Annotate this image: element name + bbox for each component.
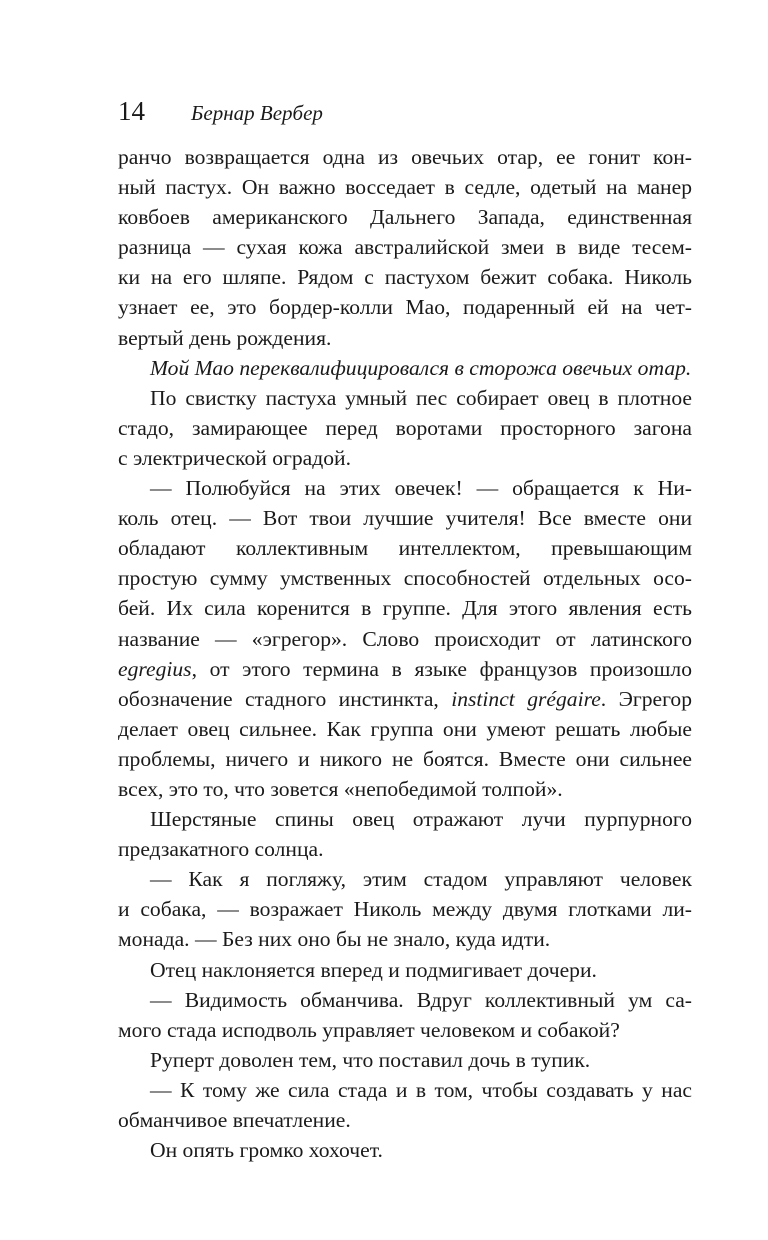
- text-line: [118, 654, 692, 684]
- text-line: ковбоев американского Дальнего Запада, единственная: [118, 205, 692, 230]
- text-line: предзакатного солнца.: [118, 837, 324, 862]
- latin-term: egregius: [118, 656, 192, 681]
- text-fragment: , от этого термина в языке французов произошло: [191, 656, 692, 681]
- text-line: — Как я погляжу, этим стадом управляют человек: [150, 867, 692, 892]
- text-line: вертый день рождения.: [118, 325, 332, 350]
- italic-thought-line: Мой Мао переквалифицировался в сторожа овечьих отар.: [150, 355, 692, 380]
- running-head-author: Бернар Вербер: [191, 101, 323, 125]
- text-line: стадо, замирающее перед воротами просторного загона: [118, 415, 692, 440]
- text-line: — Полюбуйся на этих овечек! — обращается к Ни-: [150, 476, 692, 501]
- text-line: Шерстяные спины овец отражают лучи пурпурного: [150, 807, 692, 832]
- body-text: [118, 142, 692, 1165]
- text-line: проблемы, ничего и никого не боятся. Вместе они сильнее: [118, 746, 692, 771]
- french-term: instinct grégaire: [451, 686, 601, 711]
- text-line: Отец наклоняется вперед и подмигивает дочери.: [150, 957, 597, 982]
- text-line: По свистку пастуха умный пес собирает овец в плотное: [150, 385, 692, 410]
- text-line: всех, это то, что зовется «непобедимой толпой».: [118, 776, 563, 801]
- page-number: 14: [118, 96, 145, 126]
- text-line: обладают коллективным интеллектом, превышающим: [118, 536, 692, 561]
- text-line: простую сумму умственных способностей отдельных осо-: [118, 566, 692, 591]
- text-line: ный пастух. Он важно восседает в седле, одетый на манер: [118, 175, 692, 200]
- text-line: коль отец. — Вот твои лучшие учителя! Все вместе они: [118, 506, 692, 531]
- page-header: [118, 93, 698, 133]
- text-line: бей. Их сила коренится в группе. Для этого явления есть: [118, 596, 692, 621]
- text-line: делает овец сильнее. Как группа они умеют решать любые: [118, 716, 692, 741]
- text-line: ранчо возвращается одна из овечьих отар, ее гонит кон-: [118, 145, 692, 169]
- text-line: с электрической оградой.: [118, 445, 351, 470]
- text-line: [118, 684, 692, 714]
- text-line: — Видимость обманчива. Вдруг коллективный ум са-: [150, 987, 692, 1012]
- text-line: Руперт доволен тем, что поставил дочь в тупик.: [150, 1047, 591, 1072]
- text-line: Он опять громко хохочет.: [150, 1138, 383, 1163]
- text-fragment: обозначение стадного инстинкта,: [118, 686, 452, 711]
- text-line: узнает ее, это бордер-колли Мао, подаренный ей на чет-: [118, 295, 692, 320]
- text-line: ки на его шляпе. Рядом с пастухом бежит собака. Николь: [118, 265, 692, 290]
- text-line: и собака, — возражает Николь между двумя глотками ли-: [118, 897, 692, 922]
- text-line: разница — сухая кожа австралийской змеи в виде тесем-: [118, 235, 692, 260]
- text-line: монада. — Без них оно бы не знало, куда идти.: [118, 927, 551, 952]
- text-line: — К тому же сила стада и в том, чтобы создавать у нас: [150, 1077, 692, 1102]
- text-line: название — «эгрегор». Слово происходит от латинского: [118, 626, 692, 651]
- text-line: обманчивое впечатление.: [118, 1108, 351, 1132]
- text-line: мого стада исподволь управляет человеком и собакой?: [118, 1017, 620, 1042]
- text-fragment: . Эгрегор: [600, 686, 692, 711]
